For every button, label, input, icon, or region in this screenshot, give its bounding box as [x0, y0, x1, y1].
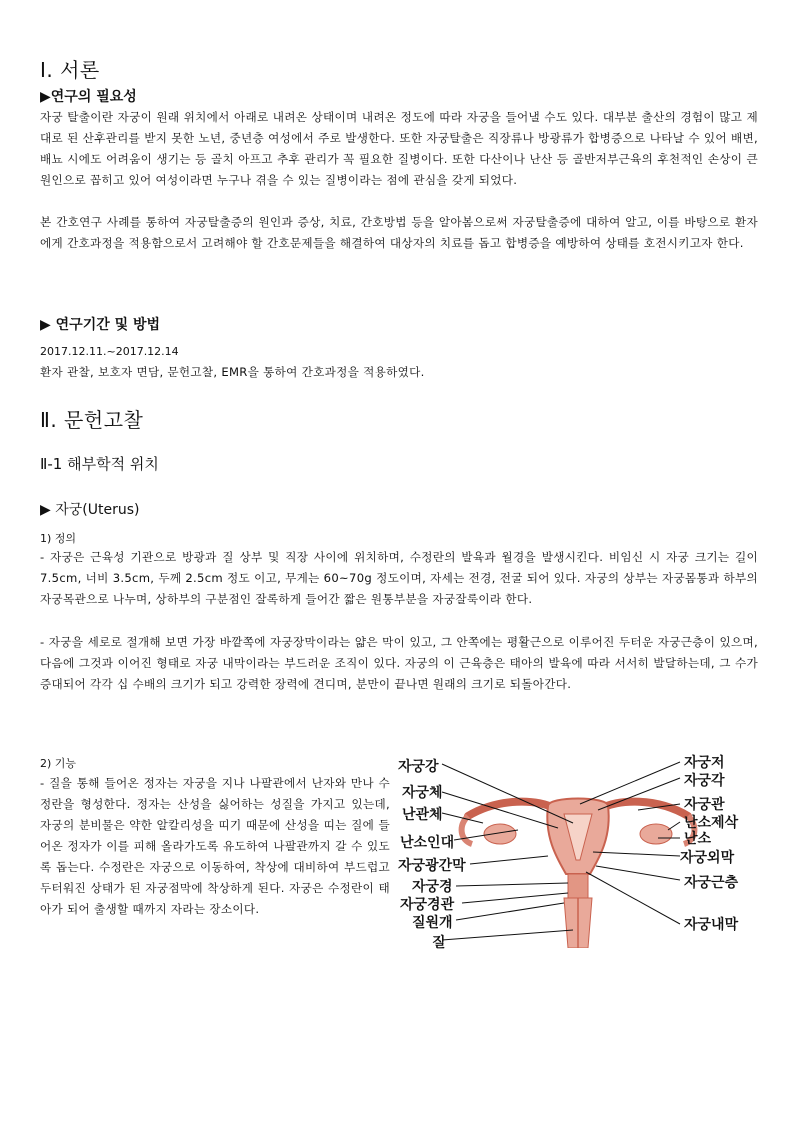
function-paragraph: - 질을 통해 들어온 정자는 자궁을 지나 나팔관에서 난자와 만나 수정란을 형성한다. 정자는 산성을 싫어하는 성질을 가지고 있는데, 자궁의 분비물은 약한 알칼리성을 띠기 때문에 산성을 띠는 질에 들어온 정자가 이를 피해 올라가도록 유도하여 나팔관까지 갈 수 있도록 돕는다. 수정란은 자궁으로 이동하여, 착상에 대비하여 부드럽고 두터워진 상태가 된 자궁점막에 착상하게 된다. 자궁은 수정란이 태아가 되어 출생할 때까지 자라는 장소이다.: [40, 776, 390, 916]
label-cervical-canal: 자궁경관: [400, 897, 455, 913]
label-perimetrium: 자궁외막: [680, 850, 735, 866]
label-myometrium: 자궁근층: [684, 875, 739, 891]
definition-paragraph-2: - 자궁을 세로로 절개해 보면 가장 바깥쪽에 자궁장막이라는 얇은 막이 있고, 그 안쪽에는 평활근으로 이루어진 두터운 자궁근층이 있으며, 다음에 그것과 이어진 형태로 자궁 내막이라는 부드러운 조직이 있다. 자궁의 이 근육층은 태아의 발육에 따라 서서히 발달하는데, 그 수가 증대되어 각각 십 수배의 크기가 되고 강력한 장력에 견디며, 분만이 끝나면 원래의 크기로 되돌아간다.: [40, 635, 758, 691]
label-ovarian-ligament: 난소인대: [400, 835, 455, 851]
need-heading: ▶연구의 필요성: [40, 89, 137, 105]
section-1-title: Ⅰ. 서론: [40, 58, 100, 82]
label-vaginal-fornix: 질원개: [412, 915, 453, 931]
label-broad-ligament: 자궁광간막: [398, 858, 466, 874]
label-suspensory-ligament: 난소제삭: [684, 815, 739, 831]
period-heading: ▶ 연구기간 및 방법: [40, 317, 161, 333]
function-heading: 2) 기능: [40, 757, 77, 770]
definition-paragraph-1: - 자궁은 근육성 기관으로 방광과 질 상부 및 직장 사이에 위치하며, 수정란의 발육과 월경을 발생시킨다. 비임신 시 자궁 크기는 길이 7.5cm, 너비 3.5cm, 두께 2.5cm 정도 이고, 무게는 60~70g 정도이며, 자세는 전경, 전굴 되어 있다. 자궁의 상부는 자궁몸통과 하부의 자궁목관으로 나누며, 상하부의 구분점인 잘록하게 들어간 짧은 원통부분을 자궁잘룩이라 한다.: [40, 550, 758, 606]
label-ovary: 난소: [684, 831, 712, 847]
section-2-title: Ⅱ. 문헌고찰: [40, 408, 144, 432]
label-fimbria: 난관체: [402, 807, 443, 823]
label-uterine-body: 자궁체: [402, 785, 443, 801]
label-fundus: 자궁저: [684, 755, 725, 771]
uterus-heading: ▶ 자궁(Uterus): [40, 502, 140, 518]
uterus-anatomy-figure: [398, 748, 758, 951]
label-cervix: 자궁경: [412, 879, 453, 895]
period-method: 환자 관찰, 보호자 면담, 문헌고찰, EMR을 통하여 간호과정을 적용하였다.: [40, 365, 425, 379]
label-fallopian-tube: 자궁관: [684, 797, 725, 813]
label-uterine-cavity: 자궁강: [398, 759, 439, 775]
label-vagina: 질: [432, 935, 446, 951]
definition-heading: 1) 정의: [40, 532, 77, 545]
section-2-subtitle: Ⅱ-1 해부학적 위치: [40, 455, 159, 473]
need-paragraph-2: 본 간호연구 사례를 통하여 자궁탈출증의 원인과 증상, 치료, 간호방법 등을 알아봄으로써 자궁탈출증에 대하여 알고, 이를 바탕으로 환자에게 간호과정을 적용함으로서 고려해야 할 간호문제들을 해결하여 대상자의 치료를 돕고 합병증을 예방하여 상태를 호전시키고자 한다.: [40, 215, 758, 250]
label-uterine-horn: 자궁각: [684, 773, 725, 789]
period-dates: 2017.12.11.~2017.12.14: [40, 345, 179, 358]
label-endometrium: 자궁내막: [684, 917, 739, 933]
need-paragraph-1: 자궁 탈출이란 자궁이 원래 위치에서 아래로 내려온 상태이며 내려온 정도에 따라 자궁을 들어낼 수도 있다. 대부분 출산의 경험이 많고 제대로 된 산후관리를 받지 못한 노년, 중년층 여성에서 주로 발생한다. 또한 자궁탈출은 직장류나 방광류가 합병증으로 나타날 수 있어 배변, 배뇨 시에도 어려움이 생기는 등 골치 아프고 추후 관리가 꼭 필요한 질병이다. 또한 다산이나 난산 등 골반저부근육의 후천적인 손상이 큰 원인으로 꼽히고 있어 여성이라면 누구나 겪을 수 있는 질병이라는 점에 관심을 갖게 되었다.: [40, 110, 758, 187]
